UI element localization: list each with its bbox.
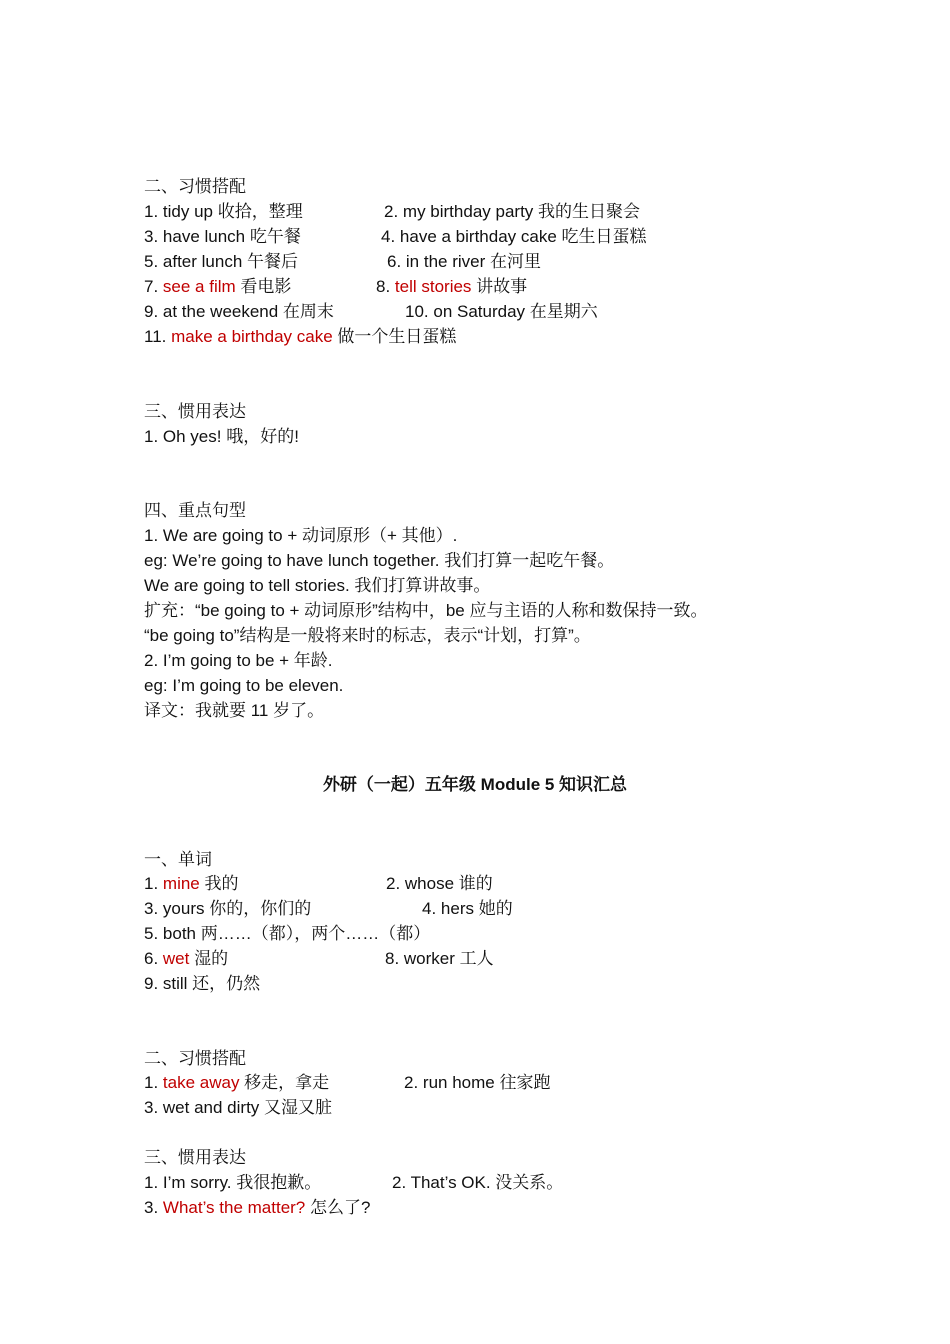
section-heading-collocations: 二、习惯搭配 bbox=[144, 1049, 246, 1068]
list-item: 10. on Saturday 在星期六 bbox=[405, 302, 598, 321]
list-item: 11. make a birthday cake 做一个生日蛋糕 bbox=[144, 327, 457, 346]
list-item: 3. wet and dirty 又湿又脏 bbox=[144, 1098, 333, 1117]
list-item: 1. I’m sorry. 我很抱歉。 bbox=[144, 1173, 322, 1192]
text-line: 1. We are going to + 动词原形（+ 其他）. bbox=[144, 526, 458, 545]
text-line: eg: I’m going to be eleven. bbox=[144, 676, 344, 695]
list-item: 2. That’s OK. 没关系。 bbox=[392, 1173, 564, 1192]
list-item: 2. whose 谁的 bbox=[386, 874, 493, 893]
list-item: 3. have lunch 吃午餐 bbox=[144, 227, 301, 246]
list-item: 6. wet 湿的 bbox=[144, 949, 229, 968]
list-item: 9. still 还，仍然 bbox=[144, 974, 261, 993]
list-item: 1. mine 我的 bbox=[144, 874, 239, 893]
page-title: 外研（一起）五年级 Module 5 知识汇总 bbox=[322, 775, 628, 794]
section-heading-sentences: 四、重点句型 bbox=[144, 501, 246, 520]
list-item: 4. hers 她的 bbox=[422, 899, 513, 918]
list-item: 2. run home 往家跑 bbox=[404, 1073, 551, 1092]
list-item: 3. What’s the matter? 怎么了? bbox=[144, 1198, 371, 1217]
section-heading-expressions: 三、惯用表达 bbox=[144, 402, 246, 421]
section-heading-expressions: 三、惯用表达 bbox=[144, 1148, 246, 1167]
list-item: 2. my birthday party 我的生日聚会 bbox=[384, 202, 641, 221]
list-item: 6. in the river 在河里 bbox=[387, 252, 541, 271]
list-item: 1. take away 移走，拿走 bbox=[144, 1073, 330, 1092]
list-item: 4. have a birthday cake 吃生日蛋糕 bbox=[381, 227, 647, 246]
text-line: “be going to”结构是一般将来时的标志，表示“计划，打算”。 bbox=[144, 626, 591, 645]
list-item: 9. at the weekend 在周末 bbox=[144, 302, 334, 321]
section-heading-words: 一、单词 bbox=[144, 850, 212, 869]
list-item: 5. both 两……（都），两个……（都） bbox=[144, 924, 431, 943]
list-item: 7. see a film 看电影 bbox=[144, 277, 292, 296]
list-item: 5. after lunch 午餐后 bbox=[144, 252, 299, 271]
text-line: eg: We’re going to have lunch together. 我们打算一起吃午餐。 bbox=[144, 551, 615, 570]
section-heading-collocations: 二、习惯搭配 bbox=[144, 177, 246, 196]
text-line: 扩充：“be going to + 动词原形”结构中，be 应与主语的人称和数保持一致。 bbox=[144, 601, 708, 620]
list-item: 1. Oh yes! 哦，好的! bbox=[144, 427, 299, 446]
list-item: 8. tell stories 讲故事 bbox=[376, 277, 528, 296]
list-item: 3. yours 你的，你们的 bbox=[144, 899, 312, 918]
text-line: 译文：我就要 11 岁了。 bbox=[144, 701, 325, 720]
list-item: 1. tidy up 收拾，整理 bbox=[144, 202, 303, 221]
list-item: 8. worker 工人 bbox=[385, 949, 494, 968]
text-line: 2. I’m going to be + 年龄. bbox=[144, 651, 333, 670]
text-line: We are going to tell stories. 我们打算讲故事。 bbox=[144, 576, 491, 595]
